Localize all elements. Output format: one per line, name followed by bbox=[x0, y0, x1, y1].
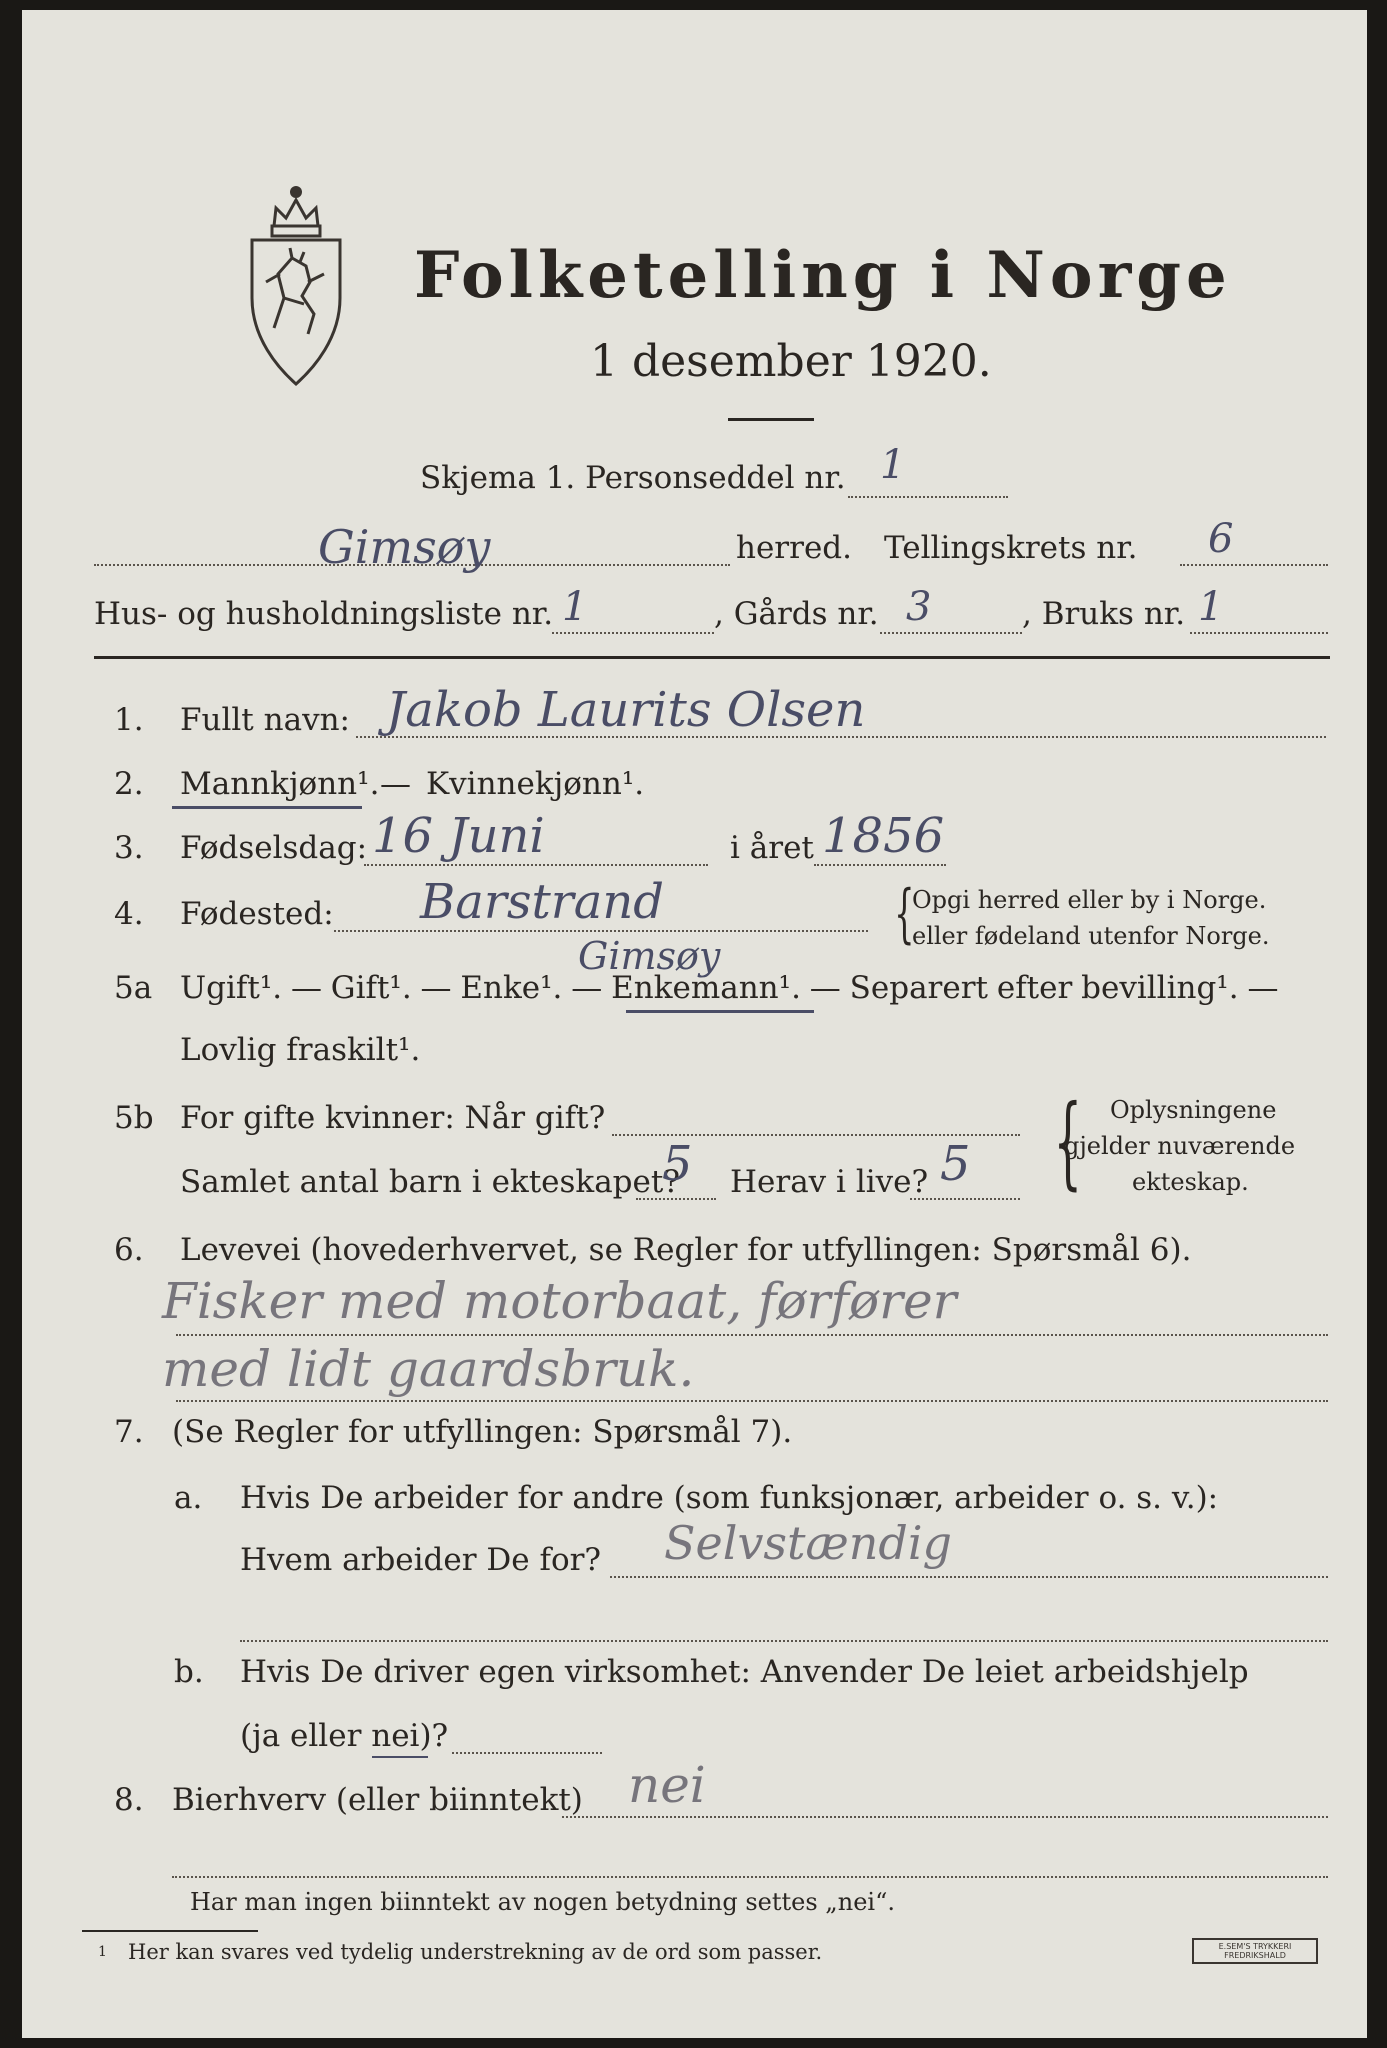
gards-value[interactable]: 3 bbox=[906, 584, 932, 630]
q5b-number: 5b bbox=[114, 1100, 154, 1136]
occupation-value-line2[interactable]: med lidt gaardsbruk. bbox=[162, 1340, 695, 1398]
census-date: 1 desember 1920. bbox=[590, 336, 992, 387]
title-divider bbox=[728, 418, 814, 421]
q4-note-brace: { bbox=[894, 877, 915, 951]
q2-separator: — bbox=[380, 766, 411, 802]
q7b-line2: (ja eller nei)? bbox=[240, 1718, 449, 1754]
header-divider bbox=[94, 656, 1330, 659]
q5b-note-line3: ekteskap. bbox=[1132, 1168, 1249, 1196]
skjema-label: Skjema 1. Personseddel nr. bbox=[420, 460, 846, 496]
form-title: Folketelling i Norge bbox=[414, 238, 1232, 313]
q5b-label: For gifte kvinner: Når gift? bbox=[180, 1100, 606, 1136]
q7a-line2: Hvem arbeider De for? bbox=[240, 1542, 602, 1578]
q6-field-line-2 bbox=[176, 1400, 1328, 1402]
q7a-field-line-1 bbox=[610, 1576, 1328, 1578]
side-income-value[interactable]: nei bbox=[628, 1756, 706, 1814]
q3-year-field-line bbox=[814, 864, 946, 866]
q4-label: Fødested: bbox=[180, 896, 334, 932]
q5b-children-field-line bbox=[636, 1198, 716, 1200]
q7b-letter: b. bbox=[174, 1654, 204, 1690]
q5b-alive-field-line bbox=[910, 1198, 1020, 1200]
q2-mannkjonn[interactable]: Mannkjønn¹. bbox=[180, 766, 380, 802]
bruks-value[interactable]: 1 bbox=[1198, 584, 1224, 630]
tellingskrets-value[interactable]: 6 bbox=[1208, 516, 1234, 562]
q5a-number: 5a bbox=[114, 970, 153, 1006]
tellingskrets-label: Tellingskrets nr. bbox=[884, 530, 1138, 566]
skjema-field-line bbox=[848, 496, 1008, 498]
q2-number: 2. bbox=[114, 766, 144, 802]
occupation-value-line1[interactable]: Fisker med motorbaat, førfører bbox=[162, 1272, 957, 1330]
printer-stamp bbox=[1192, 1938, 1318, 1964]
q7a-field-line-2 bbox=[240, 1640, 1328, 1642]
q8-field-line-1 bbox=[562, 1816, 1328, 1818]
q5b-alive-label: Herav i live? bbox=[730, 1164, 929, 1200]
children-alive-value[interactable]: 5 bbox=[940, 1136, 971, 1192]
herred-value[interactable]: Gimsøy bbox=[318, 520, 491, 574]
q8-field-line-2 bbox=[172, 1876, 1328, 1878]
q8-number: 8. bbox=[114, 1782, 144, 1818]
q4-note-line1: Opgi herred eller by i Norge. bbox=[912, 886, 1267, 914]
q7b-line1: Hvis De driver egen virksomhet: Anvender De leiet arbeidshjelp bbox=[240, 1654, 1249, 1690]
q2-mannkjonn-underline bbox=[172, 806, 362, 809]
footnote-text: Her kan svares ved tydelig understrekning av de ord som passer. bbox=[128, 1940, 823, 1964]
personseddel-number-value[interactable]: 1 bbox=[880, 442, 906, 488]
q6-field-line-1 bbox=[176, 1334, 1328, 1336]
q5b-note-line2: gjelder nuværende bbox=[1064, 1132, 1296, 1160]
q2-kvinnekjonn[interactable]: Kvinnekjønn¹. bbox=[426, 766, 645, 802]
q7b-nei-underline bbox=[372, 1756, 428, 1758]
bruks-label: , Bruks nr. bbox=[1022, 596, 1186, 632]
q7-label: (Se Regler for utfyllingen: Spørsmål 7). bbox=[172, 1414, 793, 1450]
q1-number: 1. bbox=[114, 702, 144, 738]
husholdningsliste-field-line bbox=[552, 632, 714, 634]
tellingskrets-field-line bbox=[1180, 564, 1328, 566]
children-count-value[interactable]: 5 bbox=[662, 1136, 693, 1192]
employer-value[interactable]: Selvstændig bbox=[664, 1516, 952, 1570]
q7b-field-line bbox=[452, 1752, 602, 1754]
q1-label: Fullt navn: bbox=[180, 702, 350, 738]
herred-label: herred. bbox=[736, 530, 852, 566]
husholdningsliste-label: Hus- og husholdningsliste nr. bbox=[94, 596, 554, 632]
printer-stamp-line1: E.SEM'S TRYKKERI bbox=[1218, 1942, 1292, 1951]
q5b-note-line1: Oplysningene bbox=[1110, 1096, 1277, 1124]
printer-stamp-line2: FREDRIKSHALD bbox=[1224, 1951, 1286, 1960]
q4-field-line bbox=[334, 930, 868, 932]
census-form-page bbox=[22, 10, 1367, 2038]
full-name-value[interactable]: Jakob Laurits Olsen bbox=[386, 682, 866, 738]
q3-year-label: i året bbox=[730, 830, 814, 866]
biinntekt-note: Har man ingen biinntekt av nogen betydning settes „nei“. bbox=[190, 1888, 895, 1916]
birthplace-value[interactable]: Barstrand bbox=[420, 874, 664, 930]
q5b-children-label: Samlet antal barn i ekteskapet? bbox=[180, 1164, 680, 1200]
husholdningsliste-value[interactable]: 1 bbox=[562, 584, 588, 630]
q4-number: 4. bbox=[114, 896, 144, 932]
gards-field-line bbox=[880, 632, 1022, 634]
q7a-letter: a. bbox=[174, 1480, 203, 1516]
q8-label: Bierhverv (eller biinntekt) bbox=[172, 1782, 583, 1818]
q5b-note-brace: { bbox=[1053, 1083, 1083, 1200]
birth-year-value[interactable]: 1856 bbox=[822, 808, 945, 864]
q7a-line1: Hvis De arbeider for andre (som funksjonær, arbeider o. s. v.): bbox=[240, 1480, 1219, 1516]
q3-field-line bbox=[364, 864, 708, 866]
q4-note-line2: eller fødeland utenfor Norge. bbox=[912, 922, 1270, 950]
q3-label: Fødselsdag: bbox=[180, 830, 368, 866]
bruks-field-line bbox=[1190, 632, 1328, 634]
birth-date-value[interactable]: 16 Juni bbox=[372, 808, 545, 864]
q6-number: 6. bbox=[114, 1232, 144, 1268]
norway-coat-of-arms-icon bbox=[244, 178, 348, 386]
q3-number: 3. bbox=[114, 830, 144, 866]
footnote-mark: 1 bbox=[98, 1944, 107, 1960]
marital-annotation-value[interactable]: Gimsøy bbox=[578, 934, 721, 978]
q6-label: Levevei (hovederhvervet, se Regler for utfyllingen: Spørsmål 6). bbox=[180, 1232, 1192, 1268]
q5a-enkemann-underline bbox=[626, 1010, 814, 1013]
gards-label: , Gårds nr. bbox=[714, 596, 879, 632]
q5a-marital-options-cont[interactable]: Lovlig fraskilt¹. bbox=[180, 1032, 421, 1068]
footnote-divider bbox=[82, 1930, 258, 1932]
q5a-marital-options[interactable]: Ugift¹. — Gift¹. — Enke¹. — Enkemann¹. — Separert efter bevilling¹. — bbox=[180, 970, 1279, 1006]
q7-number: 7. bbox=[114, 1414, 144, 1450]
